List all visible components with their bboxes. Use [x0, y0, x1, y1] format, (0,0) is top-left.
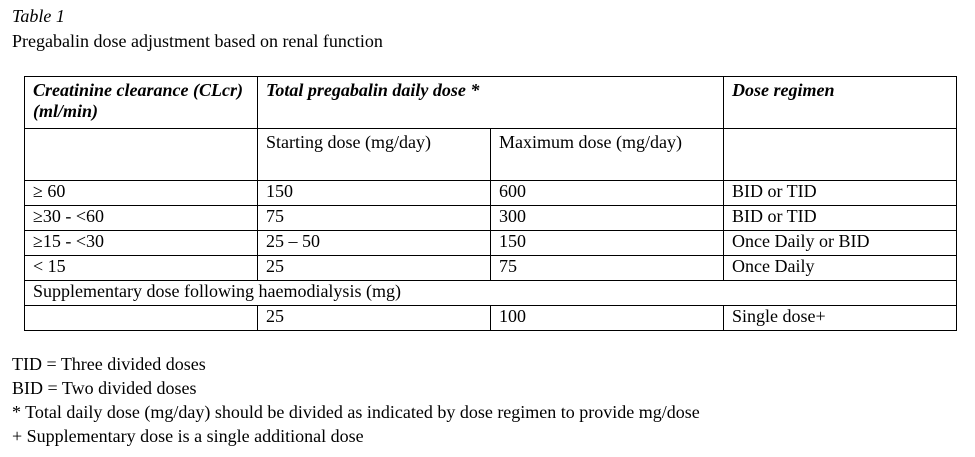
supplementary-row: [25, 306, 957, 331]
table-row: [25, 181, 957, 206]
subheader-starting-dose: Starting dose (mg/day): [258, 129, 491, 181]
table-subheader-row: [25, 129, 957, 181]
supplementary-label-row: [25, 281, 957, 306]
dose-adjustment-table: [24, 76, 957, 331]
cell-clcr: [25, 306, 258, 331]
cell-starting-dose: 25: [258, 306, 491, 331]
cell-regimen: BID or TID: [724, 206, 957, 231]
cell-clcr: ≥ 60: [25, 181, 258, 206]
cell-clcr: ≥30 - <60: [25, 206, 258, 231]
header-clearance: Creatinine clearance (CLcr) (ml/min): [25, 77, 258, 129]
table-row: [25, 256, 957, 281]
header-regimen: Dose regimen: [724, 77, 957, 129]
footnote: * Total daily dose (mg/day) should be divided as indicated by dose regimen to provide mg/dose: [12, 402, 700, 422]
cell-regimen: Single dose+: [724, 306, 957, 331]
cell-starting-dose: 75: [258, 206, 491, 231]
cell-starting-dose: 150: [258, 181, 491, 206]
cell-clcr: < 15: [25, 256, 258, 281]
cell-maximum-dose: 300: [491, 206, 724, 231]
cell-starting-dose: 25: [258, 256, 491, 281]
subheader-empty-cell: [724, 129, 957, 181]
cell-regimen: Once Daily: [724, 256, 957, 281]
header-total-dose: Total pregabalin daily dose *: [258, 77, 724, 129]
cell-maximum-dose: 600: [491, 181, 724, 206]
supplementary-label: Supplementary dose following haemodialysis (mg): [25, 281, 957, 306]
table-label: Table 1: [12, 6, 65, 26]
cell-starting-dose: 25 – 50: [258, 231, 491, 256]
cell-maximum-dose: 150: [491, 231, 724, 256]
cell-regimen: Once Daily or BID: [724, 231, 957, 256]
table-row: [25, 231, 957, 256]
footnote: + Supplementary dose is a single additional dose: [12, 426, 364, 446]
table-header-row: [25, 77, 957, 129]
cell-clcr: ≥15 - <30: [25, 231, 258, 256]
footnote: BID = Two divided doses: [12, 378, 197, 398]
subheader-maximum-dose: Maximum dose (mg/day): [491, 129, 724, 181]
cell-maximum-dose: 75: [491, 256, 724, 281]
cell-maximum-dose: 100: [491, 306, 724, 331]
cell-regimen: BID or TID: [724, 181, 957, 206]
table-row: [25, 206, 957, 231]
table-title: Pregabalin dose adjustment based on renal function: [12, 31, 383, 51]
table-footnotes: [12, 352, 700, 448]
footnote: TID = Three divided doses: [12, 354, 206, 374]
subheader-empty-cell: [25, 129, 258, 181]
